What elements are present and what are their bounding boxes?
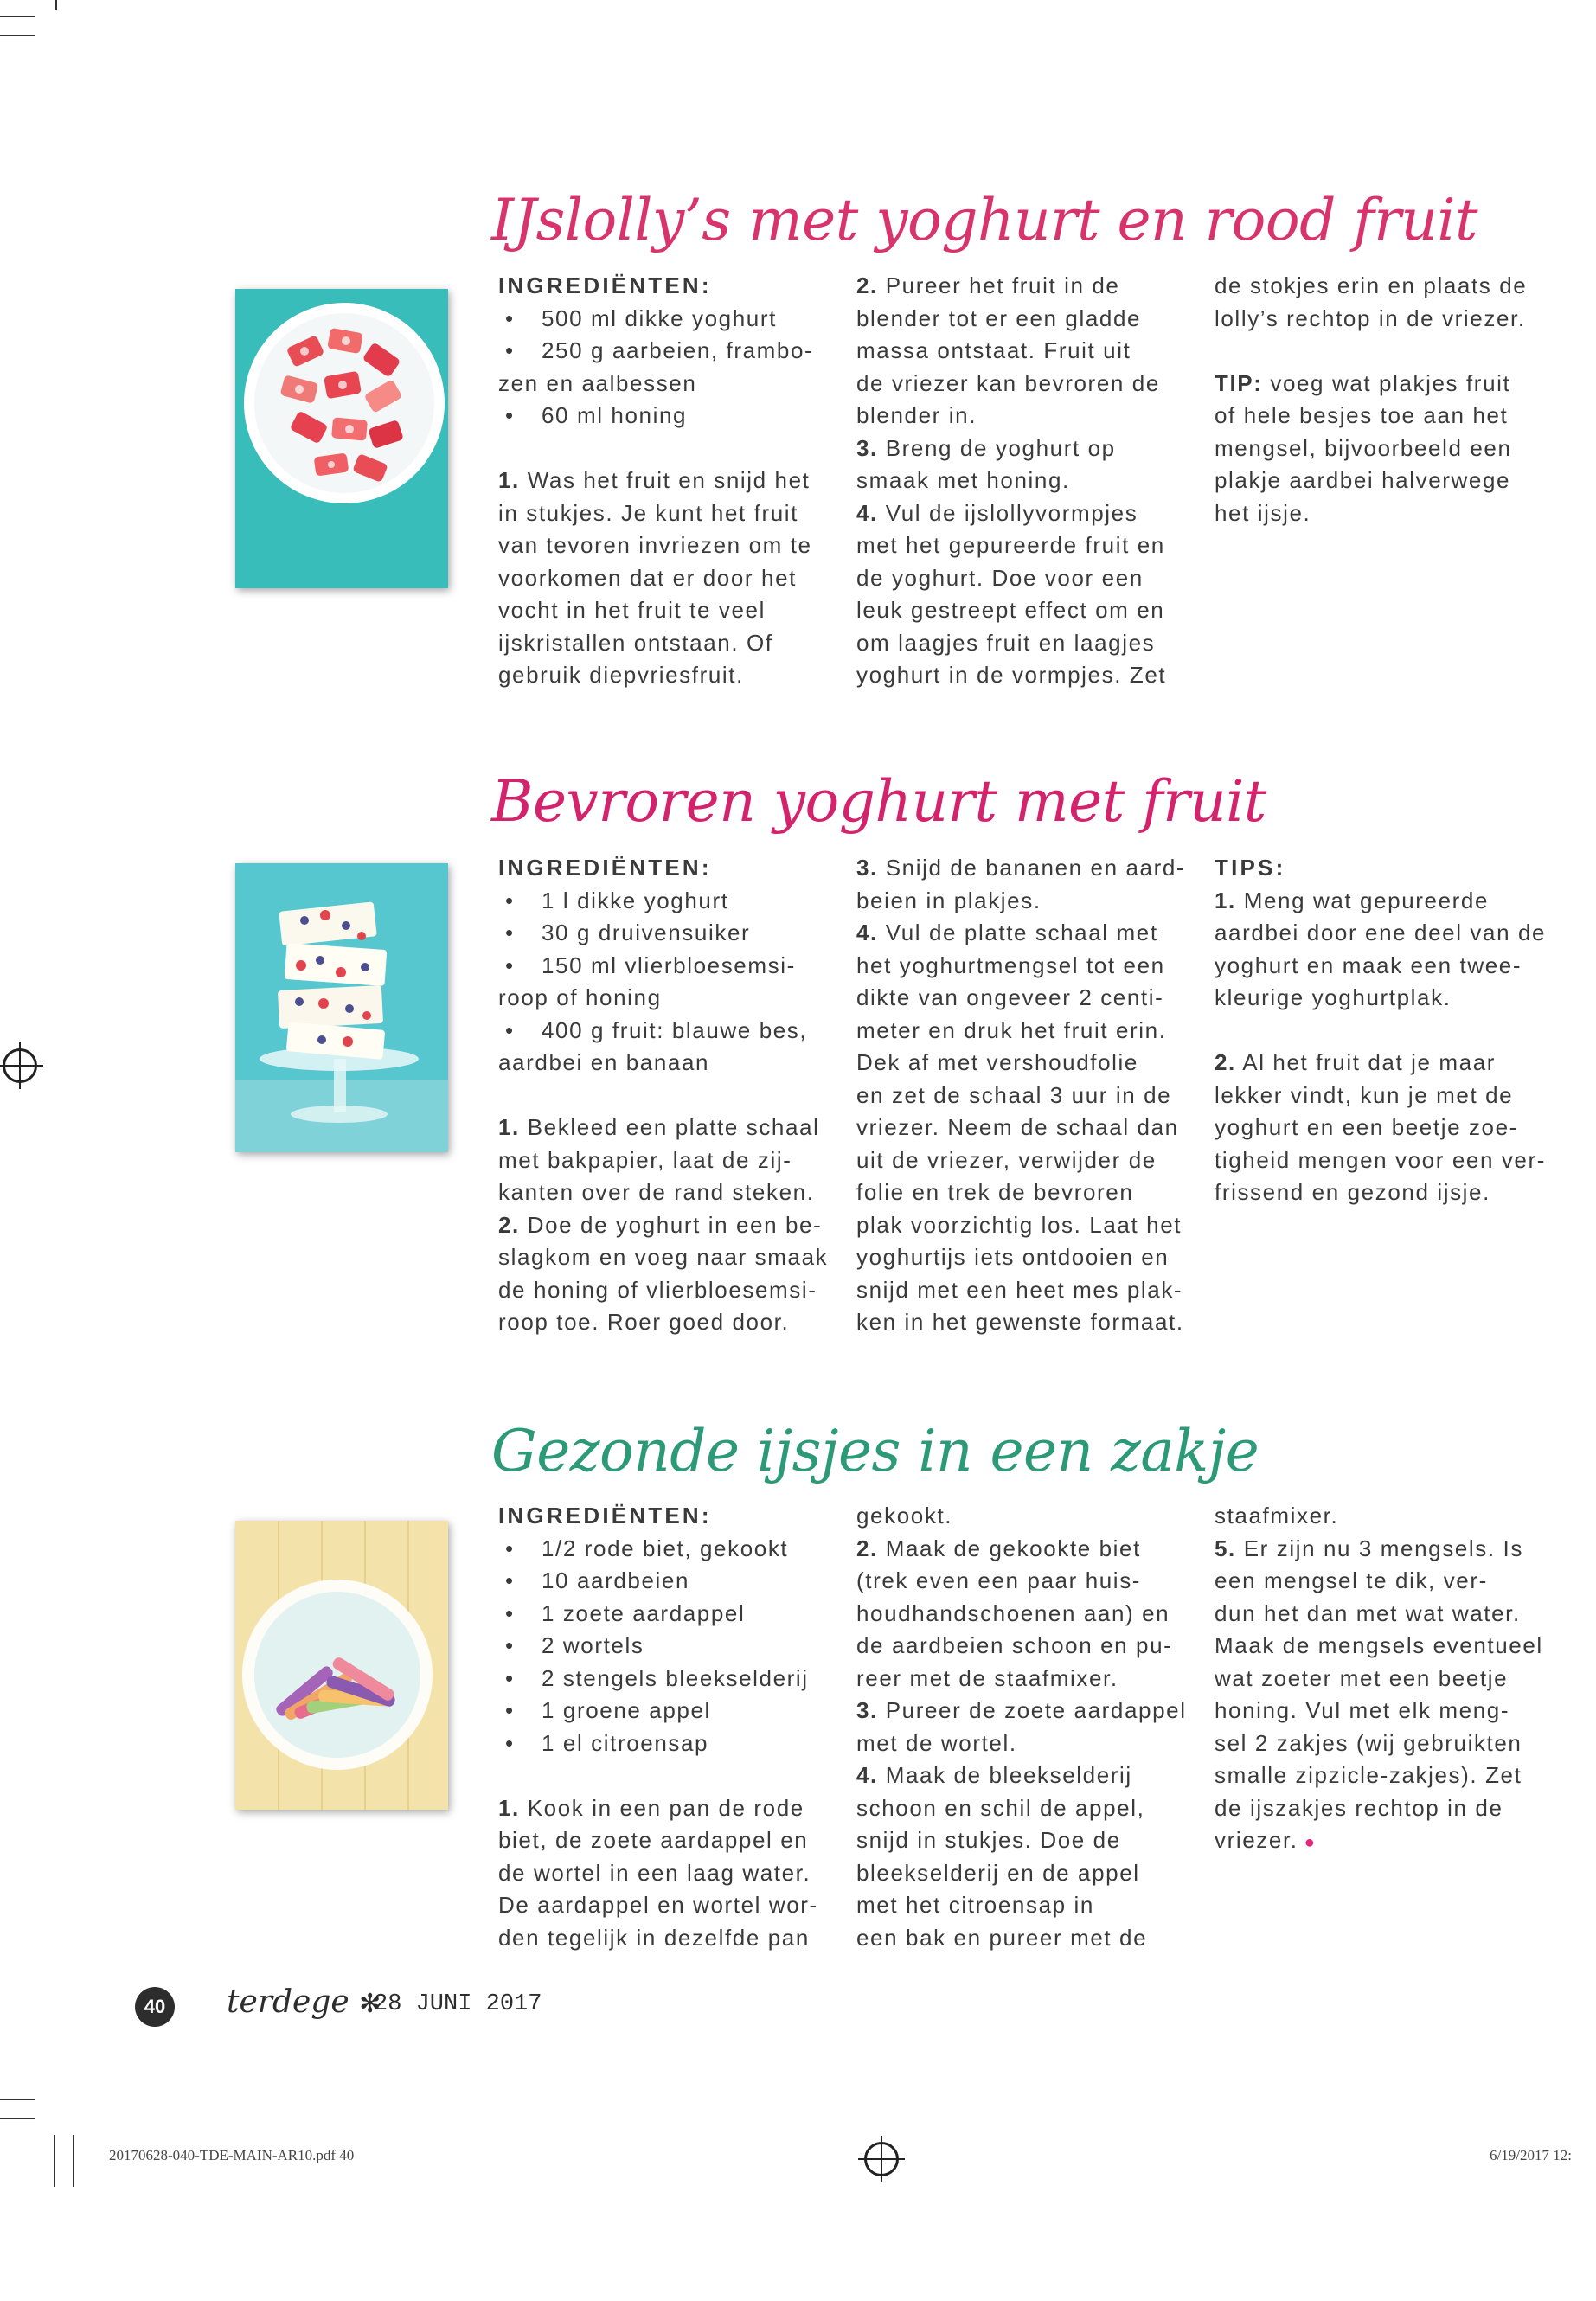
- step-line: [856, 950, 1202, 983]
- recipe-title: IJslolly’s met yoghurt en rood fruit: [491, 187, 1477, 253]
- step-line: [856, 1274, 1202, 1307]
- step-text: ken in het gewenste formaat.: [856, 1309, 1184, 1335]
- step-line: vocht in het fruit te veel: [498, 597, 766, 623]
- end-dot-icon: ●: [1298, 1833, 1317, 1852]
- step-text: gekookt.: [856, 1503, 953, 1529]
- recipe-title: Bevroren yoghurt met fruit: [491, 768, 1266, 835]
- ingredient-item: • 1 el citroensap: [498, 1727, 844, 1760]
- step-text: de wortel in een laag water.: [498, 1859, 811, 1886]
- tips-heading: TIPS:: [1215, 855, 1286, 881]
- step-number: 4.: [856, 1762, 878, 1788]
- crop-mark: [0, 35, 35, 36]
- step-line: [856, 1695, 1202, 1727]
- ingredient-item: • 2 stengels bleekselderij: [498, 1663, 844, 1695]
- step-text: slagkom en voeg naar smaak: [498, 1244, 829, 1270]
- step-text: Vul de platte schaal met: [877, 920, 1158, 945]
- step-text: kleurige yoghurtplak.: [1215, 984, 1452, 1010]
- steps-column: [856, 270, 1202, 692]
- step-number: 1.: [498, 467, 520, 493]
- step-text: dikte van ongeveer 2 centi-: [856, 984, 1164, 1010]
- ingredients-column: [498, 270, 844, 692]
- step-line: [856, 368, 1202, 401]
- step-line: [856, 885, 1202, 918]
- step-line: [1215, 1533, 1561, 1566]
- step-text: de yoghurt. Doe voor een: [856, 564, 1144, 591]
- step-text: het yoghurtmengsel tot een: [856, 952, 1165, 978]
- ingredient-item: • 1 l dikke yoghurt: [498, 885, 844, 918]
- crop-mark: [73, 2135, 74, 2187]
- step-text: een mengsel te dik, ver-: [1215, 1567, 1488, 1593]
- step-line: [856, 1209, 1202, 1242]
- step-text: tigheid mengen voor een ver-: [1215, 1146, 1547, 1173]
- step-number: 3.: [856, 434, 878, 461]
- step-line: [856, 1759, 1202, 1792]
- step-text: Bekleed een platte schaal: [519, 1114, 820, 1140]
- step-text: vriezer. Neem de schaal dan: [856, 1114, 1179, 1140]
- step-text: Snijd de bananen en aard-: [877, 855, 1186, 881]
- step-text: snijd in stukjes. Doe de: [856, 1827, 1121, 1853]
- step-text: schoon en schil de appel,: [856, 1794, 1145, 1821]
- step-line: [856, 1047, 1202, 1080]
- step-text: houdhandschoenen aan) en: [856, 1599, 1170, 1626]
- step-line: [498, 1922, 844, 1955]
- step-line: [1215, 1663, 1561, 1695]
- ingredient-item: • 30 g druivensuiker: [498, 917, 844, 950]
- step-text: smalle zipzicle-zakjes). Zet: [1215, 1762, 1522, 1788]
- asterisk-icon: ✻: [359, 1989, 381, 2019]
- step-line: ijskristallen ontstaan. Of: [498, 629, 773, 656]
- crop-mark: [54, 2135, 55, 2187]
- recipe-photo: [235, 1521, 448, 1810]
- magazine-logo: [227, 1984, 381, 2020]
- step-text: Al het fruit dat je maar: [1235, 1049, 1497, 1075]
- step-line: [856, 270, 1202, 303]
- step-text: yoghurt in de vormpjes. Zet: [856, 662, 1167, 688]
- step-line: [498, 1144, 844, 1177]
- step-line: [498, 1274, 844, 1307]
- ingredient-item: • 2 wortels: [498, 1630, 844, 1663]
- registration-mark-icon: [864, 2142, 899, 2176]
- tip-column: [1215, 270, 1561, 529]
- step-line: [498, 1824, 844, 1857]
- step-text: blender in.: [856, 402, 977, 428]
- step-text: bleekselderij en de appel: [856, 1859, 1140, 1886]
- step-text: staafmixer.: [1215, 1503, 1339, 1529]
- ingredients-column: [498, 852, 844, 1339]
- step-line: gebruik diepvriesfruit.: [498, 662, 744, 688]
- step-line: [856, 627, 1202, 660]
- ingredient-item-cont: aardbei en banaan: [498, 1049, 710, 1075]
- step-number: 1.: [498, 1794, 520, 1821]
- steps-block: [498, 1792, 844, 1955]
- step-line: [856, 335, 1202, 368]
- step-line: [1215, 982, 1561, 1015]
- step-text: een bak en pureer met de: [856, 1924, 1148, 1951]
- step-text: de aardbeien schoon en pu-: [856, 1632, 1173, 1658]
- step-text: reer met de staafmixer.: [856, 1664, 1118, 1691]
- step-text: (trek even een paar huis-: [856, 1567, 1142, 1593]
- ingredient-item: • 500 ml dikke yoghurt: [498, 303, 844, 336]
- step-text: frissend en gezond ijsje.: [1215, 1179, 1490, 1205]
- step-text: Was het fruit en snijd het: [519, 467, 811, 493]
- step-text: meter en druk het fruit erin.: [856, 1016, 1167, 1043]
- step-line: [856, 1792, 1202, 1825]
- ingredient-item: • 250 g aarbeien, frambo-: [498, 335, 844, 368]
- step-text: aardbei door ene deel van de: [1215, 920, 1547, 945]
- step-text: Meng wat gepureerde: [1235, 887, 1490, 913]
- step-line: [1215, 1112, 1561, 1144]
- step-line: [856, 303, 1202, 336]
- page-number-badge: 40: [135, 1987, 175, 2027]
- step-line: [856, 594, 1202, 627]
- step-line: [1215, 1080, 1561, 1112]
- step-line: [856, 1824, 1202, 1857]
- step-line: [498, 1889, 844, 1922]
- tip-line: plakje aardbei halverwege: [1215, 467, 1511, 493]
- step-line: [1215, 885, 1561, 918]
- step-line: [1215, 1824, 1561, 1860]
- step-text: Dek af met vershoudfolie: [856, 1049, 1138, 1075]
- step-line: [856, 1080, 1202, 1112]
- print-slug-filename: 20170628-040-TDE-MAIN-AR10.pdf 40: [109, 2147, 355, 2163]
- step-line: [1215, 1598, 1561, 1631]
- ingredient-item-cont: roop of honing: [498, 984, 662, 1010]
- step-text: honing. Vul met elk meng-: [1215, 1697, 1510, 1723]
- step-line: [856, 529, 1202, 562]
- ingredient-item: • 1 groene appel: [498, 1695, 844, 1727]
- step-line: [856, 917, 1202, 950]
- ice-bags-plate-icon: [235, 1521, 448, 1810]
- tip-text: voeg wat plakjes fruit: [1262, 369, 1511, 396]
- step-text: Pureer de zoete aardappel: [877, 1697, 1187, 1723]
- step-line: [1215, 917, 1561, 950]
- step-line: [856, 982, 1202, 1015]
- ingredient-item: • 60 ml honing: [498, 400, 844, 433]
- ingredient-item-cont: zen en aalbessen: [498, 369, 697, 396]
- step-line: de stokjes erin en plaats de: [1215, 272, 1528, 298]
- step-line: [498, 1857, 844, 1890]
- step-text: de ijszakjes rechtop in de: [1215, 1794, 1503, 1821]
- step-line: [498, 465, 844, 497]
- step-number: 2.: [856, 1535, 878, 1561]
- recipe-photo: [235, 863, 448, 1152]
- step-text: folie en trek de bevroren: [856, 1179, 1134, 1205]
- step-line: [856, 1241, 1202, 1274]
- step-number: 4.: [856, 499, 878, 526]
- step-text: yoghurt en maak een twee-: [1215, 952, 1522, 978]
- step-line: [856, 433, 1202, 465]
- step-number: 3.: [856, 1697, 878, 1723]
- step-text: massa ontstaat. Fruit uit: [856, 337, 1131, 363]
- recipe-photo: [235, 289, 448, 588]
- ingredient-item: • 1 zoete aardappel: [498, 1598, 844, 1631]
- step-text: Er zijn nu 3 mengsels. Is: [1235, 1535, 1523, 1561]
- ingredient-item: • 1/2 rode biet, gekookt: [498, 1533, 844, 1566]
- tips-column: [1215, 852, 1561, 1209]
- tips-block: [1215, 1047, 1561, 1209]
- step-line: [498, 1176, 844, 1209]
- step-text: met het gepureerde fruit en: [856, 532, 1165, 558]
- step-line: [498, 1306, 844, 1339]
- step-text: de honing of vlierbloesemsi-: [498, 1276, 817, 1303]
- step-line: [856, 497, 1202, 530]
- step-text: dun het dan met wat water.: [1215, 1599, 1521, 1626]
- step-text: plak voorzichtig los. Laat het: [856, 1211, 1183, 1238]
- step-text: beien in plakjes.: [856, 887, 1042, 913]
- step-text: yoghurtijs iets ontdooien en: [856, 1244, 1170, 1270]
- print-slug-timestamp: 6/19/2017 12:: [1490, 2147, 1572, 2163]
- step-line: [856, 1500, 1202, 1533]
- step-text: Pureer het fruit in de: [877, 272, 1120, 298]
- ingredient-item: • 150 ml vlierbloesemsi-: [498, 950, 844, 983]
- ingredients-heading: INGREDIËNTEN:: [498, 1503, 712, 1529]
- step-text: met de wortel.: [856, 1729, 1017, 1756]
- step-number: 4.: [856, 920, 878, 945]
- step-line: [856, 1857, 1202, 1890]
- step-line: lolly’s rechtop in de vriezer.: [1215, 304, 1526, 331]
- tips-block: [1215, 885, 1561, 1015]
- popsicles-bowl-icon: [235, 289, 448, 588]
- step-text: met het citroensap in: [856, 1892, 1094, 1918]
- step-text: smaak met honing.: [856, 467, 1070, 493]
- step-text: kanten over de rand steken.: [498, 1179, 815, 1205]
- step-line: [498, 1792, 844, 1825]
- step-line: [856, 659, 1202, 692]
- step-line: voorkomen dat er door het: [498, 564, 797, 591]
- step-number: 2.: [856, 272, 878, 298]
- issue-date: 28 JUNI 2017: [374, 1991, 542, 2017]
- tip-line: het ijsje.: [1215, 499, 1311, 526]
- step-text: yoghurt en een beetje zoe-: [1215, 1114, 1518, 1140]
- step-number: 2.: [498, 1211, 520, 1238]
- step-text: lekker vindt, kun je met de: [1215, 1081, 1514, 1108]
- step-line: [856, 1727, 1202, 1760]
- step-line: [856, 465, 1202, 497]
- step-text: leuk gestreept effect om en: [856, 597, 1165, 623]
- step-text: vriezer.: [1215, 1827, 1298, 1853]
- step-text: Maak de gekookte biet: [877, 1535, 1141, 1561]
- step-line: van tevoren invriezen om te: [498, 532, 812, 558]
- step-line: [856, 1565, 1202, 1598]
- step-line: [856, 1144, 1202, 1177]
- step-number: 2.: [1215, 1049, 1236, 1075]
- step-text: om laagjes fruit en laagjes: [856, 629, 1156, 656]
- steps-column: [856, 1500, 1202, 1954]
- step-line: [856, 1598, 1202, 1631]
- step-text: Breng de yoghurt op: [877, 434, 1116, 461]
- tip-line: of hele besjes toe aan het: [1215, 402, 1509, 428]
- step-text: uit de vriezer, verwijder de: [856, 1146, 1157, 1173]
- step-line: [856, 1015, 1202, 1048]
- step-line: [856, 1306, 1202, 1339]
- step-line: [1215, 1792, 1561, 1825]
- step-text: biet, de zoete aardappel en: [498, 1827, 809, 1853]
- step-line: [1215, 1727, 1561, 1760]
- step-line: [498, 1209, 844, 1242]
- ingredients-heading: INGREDIËNTEN:: [498, 855, 712, 881]
- step-line: [856, 1922, 1202, 1955]
- step-line: [1215, 1500, 1561, 1533]
- crop-mark: [0, 2099, 35, 2100]
- step-line: [1215, 1047, 1561, 1080]
- ingredient-item: • 10 aardbeien: [498, 1565, 844, 1598]
- step-line: [498, 1241, 844, 1274]
- step-line: [1215, 1565, 1561, 1598]
- ingredients-column: [498, 1500, 844, 1954]
- step-line: [1215, 1695, 1561, 1727]
- step-text: Maak de mengsels eventueel: [1215, 1632, 1543, 1658]
- step-line: [856, 852, 1202, 885]
- step-line: [856, 1889, 1202, 1922]
- step-line: [856, 562, 1202, 595]
- step-text: Doe de yoghurt in een be-: [519, 1211, 823, 1238]
- step-text: en zet de schaal 3 uur in de: [856, 1081, 1172, 1108]
- step-line: in stukjes. Je kunt het fruit: [498, 499, 798, 526]
- step-text: snijd met een heet mes plak-: [856, 1276, 1183, 1303]
- tip-line: mengsel, bijvoorbeeld een: [1215, 434, 1512, 461]
- step-line: [1215, 950, 1561, 983]
- tip-line: [1215, 368, 1561, 401]
- step-line: [856, 1176, 1202, 1209]
- step-line: [856, 1630, 1202, 1663]
- step-text: Kook in een pan de rode: [519, 1794, 804, 1821]
- step-text: Maak de bleekselderij: [877, 1762, 1132, 1788]
- step-text: Vul de ijslollyvormpjes: [877, 499, 1138, 526]
- frozen-yoghurt-stand-icon: [235, 863, 448, 1152]
- brand-name: terdege: [227, 1984, 349, 2020]
- step-number: 3.: [856, 855, 878, 881]
- step-line: [498, 1112, 844, 1144]
- step-text: met bakpapier, laat de zij-: [498, 1146, 792, 1173]
- step-line: [856, 1663, 1202, 1695]
- step-line: [1215, 1759, 1561, 1792]
- step-number: 1.: [498, 1114, 520, 1140]
- crop-mark: [55, 0, 57, 10]
- step-text: blender tot er een gladde: [856, 304, 1142, 331]
- step-line: [856, 1533, 1202, 1566]
- registration-mark-icon: [3, 1048, 37, 1083]
- step-line: [1215, 1630, 1561, 1663]
- step-text: De aardappel en wortel wor-: [498, 1892, 818, 1918]
- crop-mark: [0, 16, 35, 17]
- tip-label: TIP:: [1215, 369, 1263, 396]
- crop-mark: [0, 2118, 35, 2119]
- step-number: 5.: [1215, 1535, 1236, 1561]
- step-text: de vriezer kan bevroren de: [856, 369, 1160, 396]
- step-text: den tegelijk in dezelfde pan: [498, 1924, 810, 1951]
- recipe-title: Gezonde ijsjes in een zakje: [491, 1418, 1259, 1484]
- steps-block: [498, 1112, 844, 1339]
- step-line: [856, 400, 1202, 433]
- ingredient-item: • 400 g fruit: blauwe bes,: [498, 1015, 844, 1048]
- step-number: 1.: [1215, 887, 1236, 913]
- step-text: roop toe. Roer goed door.: [498, 1309, 790, 1335]
- step-text: wat zoeter met een beetje: [1215, 1664, 1509, 1691]
- steps-column: [856, 852, 1202, 1339]
- ingredients-heading: INGREDIËNTEN:: [498, 272, 712, 298]
- step-text: sel 2 zakjes (wij gebruikten: [1215, 1729, 1522, 1756]
- steps-column: [1215, 1500, 1561, 1860]
- step-line: [856, 1112, 1202, 1144]
- step-line: [1215, 1144, 1561, 1177]
- step-line: [1215, 1176, 1561, 1209]
